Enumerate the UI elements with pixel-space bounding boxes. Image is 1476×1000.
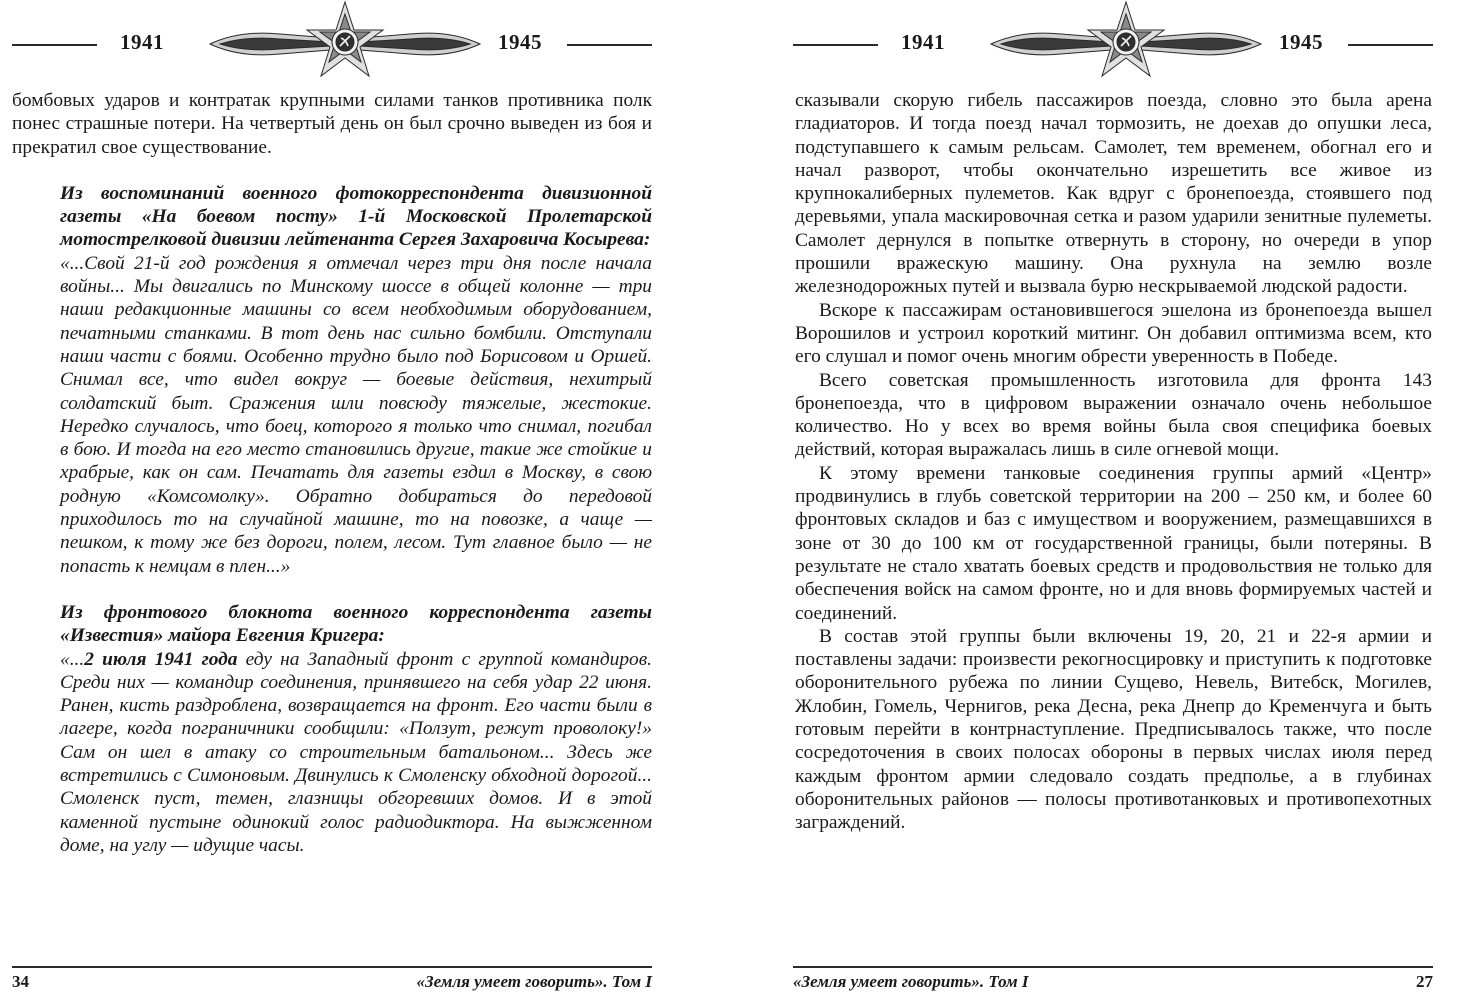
book-title: «Земля умеет говорить». Том I [416,972,652,991]
footer-rule [12,966,652,968]
quote-text [60,648,652,858]
left-page-text [12,89,652,857]
header-year-start: 1941 [120,30,164,54]
quote-heading: Из фронтового блокнота военного корреспондента газеты «Известия» майора Евгения Кригера: [60,601,652,647]
quote-block [60,182,652,578]
order-star-emblem-icon [981,0,1271,86]
running-header [793,0,1433,86]
paragraph: Вскоре к пассажирам остановившегося эшелона из бронепоезда вышел Ворошилов и устроил короткий митинг. Он добавил оптимизма всем, кто его слушал и помог очень многим обрести уверенность в Победе. [795,299,1432,368]
footer-rule [793,966,1433,968]
running-header [12,0,652,86]
header-year-end: 1945 [1279,30,1323,54]
paragraph: Всего советская промышленность изготовила для фронта 143 бронепоезда, что в цифровом выражении означало очень небольшое количество. Но у всех во время войны была своя специфика боевых действий, которая выражалась лишь в силе огневой мощи. [795,369,1432,461]
page-number: 34 [12,972,29,991]
quote-block [60,601,652,857]
running-footer [12,962,652,992]
right-page [738,0,1476,1000]
quote-prefix: «... [60,648,85,670]
quote-body: еду на Западный фронт с группой командиров. Среди них — командир соединения, принявшего на себя удар 22 июня. Ранен, кисть раздроблена, возвращается на фронт. Его части были в лагере, когда пограничники сообщили: «Ползут, режут проволоку!» Сам он шел в атаку со строительным батальоном... Здесь же встретились с Симоновым. Двинулись к Смоленску обходной дорогой... Смоленск пуст, темен, глазницы обгоревших домов. И в этой каменной пустыне одинокий голос радиодиктора. На выжженном доме, на углу — идущие часы. [60,648,653,856]
paragraph: бомбовых ударов и контратак крупными силами танков противника полк понес страшные потери. На четвертый день он был срочно выведен из боя и прекратил свое существование. [12,90,652,158]
book-title: «Земля умеет говорить». Том I [793,972,1029,991]
right-page-text [795,89,1432,835]
page-number: 27 [1416,972,1433,991]
quote-text: «...Свой 21-й год рождения я отмечал через три дня после начала войны... Мы двигались по Минскому шоссе в общей колонне — три наши редакционные машины со всем необходимым оборудованием, печатными станками. В тот день нас сильно бомбили. Отступали наши части с боями. Особенно трудно было под Борисовом и Оршей. Снимал все, что видел вокруг — боевые действия, нехитрый солдатский быт. Сражения шли повсюду тяжелые, жестокие. Нередко случалось, что боец, которого я только что снимал, погибал в бою. И тогда на его место становились другие, такие же стойкие и храбрые, как он сам. Печатать для газеты ездил в Москву, в свою родную «Комсомолку». Обратно добираться до передовой приходилось то на случайной машине, то на повозке, а чаще — пешком, к тому же без дороги, полем, лесом. Тут главное было — не попасть к немцам в плен...» [60,252,652,577]
header-rule-right [1348,44,1433,46]
quote-date: 2 июля 1941 года [84,648,238,670]
header-rule-left [12,44,97,46]
paragraph: К этому времени танковые соединения группы армий «Центр» продвинулись в глубь советской территории на 200 – 250 км, и более 60 фронтовых складов и баз с имуществом и вооружением, размещавшихся в зоне от 30 до 100 км от государственной границы, были потеряны. В результате не стало хватать боевых средств и продовольствия не только для обеспечения войск на самом фронте, но и для вновь формируемых частей и соединений. [795,462,1432,624]
quote-heading: Из воспоминаний военного фотокорреспондента дивизионной газеты «На боевом посту» 1-й Московской Пролетарской мотострелковой дивизии лейтенанта Сергея Захаровича Косырева: [60,182,652,251]
paragraph: В состав этой группы были включены 19, 20, 21 и 22-я армии и поставлены задачи: произвести рекогносцировку и приступить к подготовке оборонительного рубежа по линии Сущево, Невель, Витебск, Могилев, Жлобин, Гомель, Чернигов, река Десна, река Днепр до Кременчуга и быть готовым перейти в контрнаступление. Предписывалось также, что после сосредоточения в своих полосах обороны в первых числах июля перед каждым фронтом армии следовало создать предполье, а в глубинах оборонительных районов — полосы противотанковых и противопехотных заграждений. [795,625,1432,834]
running-footer [793,962,1433,992]
header-year-end: 1945 [498,30,542,54]
header-rule-right [567,44,652,46]
header-year-start: 1941 [901,30,945,54]
header-rule-left [793,44,878,46]
paragraph: сказывали скорую гибель пассажиров поезда, словно это была арена гладиаторов. И тогда поезд начал тормозить, не доехав до опушки леса, подступавшего к самым рельсам. Самолет, тем временем, обогнал его и начал разворот, чтобы окончательно изрешетить все живое из крупнокалиберных пулеметов. Как вдруг с бронепоезда, стоявшего под деревьями, упала маскировочная сетка и разом ударили зенитные пулеметы. Самолет дернулся в попытке отвернуть в сторону, но очереди в упор прошили вражескую машину. Она рухнула на землю возле железнодорожных путей и вызвала бурю нескрываемой людской радости. [795,90,1432,298]
order-star-emblem-icon [200,0,490,86]
